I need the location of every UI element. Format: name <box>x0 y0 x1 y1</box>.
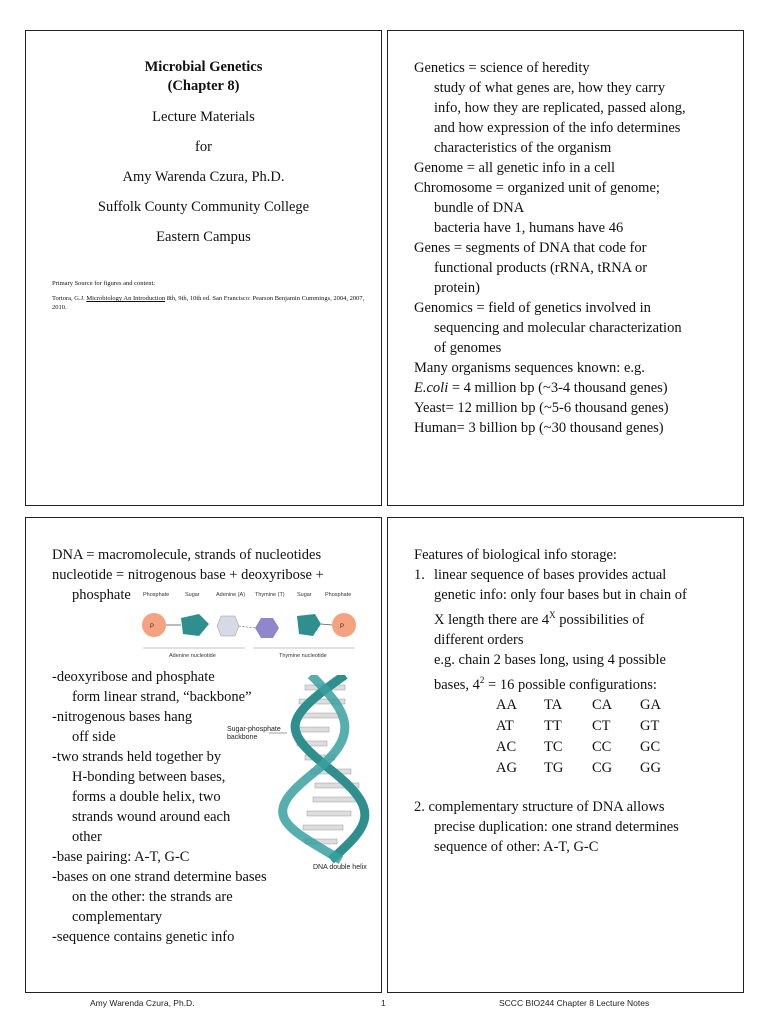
slide-info-storage <box>387 517 744 993</box>
text-line: different orders <box>434 631 524 648</box>
text-line: 2. complementary structure of DNA allows <box>414 798 665 815</box>
footer-author: Amy Warenda Czura, Ph.D. <box>90 998 195 1008</box>
label-adenine: Adenine (A) <box>216 592 246 598</box>
text-line: linear sequence of bases provides actual <box>434 567 667 583</box>
title-line1: Microbial Genetics <box>144 59 263 75</box>
label-sugar2: Sugar <box>297 592 312 598</box>
text-line: Chromosome = organized unit of genome; <box>414 180 660 196</box>
sugar-left-icon <box>181 614 209 636</box>
text-line: off side <box>72 729 116 745</box>
text-line: -bases on one strand determine bases <box>52 869 267 885</box>
label-thymine: Thymine (T) <box>255 592 285 598</box>
source-author: Tortora, G.J. <box>52 295 87 302</box>
nucleotide-figure <box>139 588 359 666</box>
campus-name: Eastern Campus <box>156 229 251 245</box>
subtitle-lecture-materials: Lecture Materials <box>152 109 255 125</box>
combo-cell: AG <box>496 759 517 776</box>
list-number-1: 1. <box>414 567 425 583</box>
text-line: Genes = segments of DNA that code for <box>414 240 647 256</box>
label-sugar: Sugar <box>185 592 200 598</box>
thymine-icon <box>255 618 279 638</box>
adenine-icon <box>217 616 239 636</box>
list-item-1 <box>414 565 744 585</box>
slide-title <box>25 30 382 506</box>
base-combination-grid <box>414 695 744 779</box>
text-line: info, how they are replicated, passed along, <box>434 100 686 116</box>
text-line: nucleotide = nitrogenous base + deoxyribose + <box>52 567 324 583</box>
label-backbone-2: backbone <box>227 734 258 741</box>
label-thymine-nucleotide: Thymine nucleotide <box>279 653 327 659</box>
text-line: bacteria have 1, humans have 46 <box>434 220 624 236</box>
text-line: H-bonding between bases, <box>72 769 226 785</box>
combo-cell: TG <box>544 759 564 776</box>
source-citation <box>52 279 367 312</box>
text-line: E.coli = 4 million bp (~3-4 thousand genes) <box>414 380 668 396</box>
title-line2: (Chapter 8) <box>167 78 240 94</box>
text-line: and how expression of the info determines <box>434 120 681 136</box>
combo-cell: CT <box>592 717 611 734</box>
text-line: -two strands held together by <box>52 749 222 765</box>
combo-cell: CA <box>592 696 613 713</box>
combo-cell: GG <box>640 759 661 776</box>
source-rest: 8th, 9th, 10th ed. San Francisco: Pearson Benjamin Cummings, 2004, 2007, 2010. <box>52 295 365 311</box>
text-line: DNA = macromolecule, strands of nucleotides <box>52 547 322 563</box>
label-phosphate: Phosphate <box>143 592 170 598</box>
combo-cell: TA <box>544 696 563 713</box>
text-line: protein) <box>434 280 480 296</box>
text-line: precise duplication: one strand determines <box>434 818 679 835</box>
combo-cell: TC <box>544 738 563 755</box>
combo-cell: AT <box>496 717 514 734</box>
sugar-right-icon <box>297 614 321 636</box>
dna-helix-figure <box>221 675 371 875</box>
text-line: e.g. chain 2 bases long, using 4 possible <box>434 651 666 668</box>
label-phosphate2: Phosphate <box>325 592 352 598</box>
combo-cell: CC <box>592 738 612 755</box>
svg-text:P: P <box>340 624 345 630</box>
text-line: other <box>72 829 102 845</box>
svg-text:P: P <box>150 624 155 630</box>
combo-cell: AA <box>496 696 517 713</box>
author-name: Amy Warenda Czura, Ph.D. <box>122 169 285 185</box>
text-line: bases, $4^2 = 16$ possible configurations: <box>434 674 657 693</box>
combo-cell: AC <box>496 738 517 755</box>
text-line: phosphate <box>72 587 131 603</box>
text-line: study of what genes are, how they carry <box>434 80 666 96</box>
text-line: Features of biological info storage: <box>414 547 617 563</box>
text-line: on the other: the strands are <box>72 889 233 905</box>
text-line: forms a double helix, two <box>72 789 221 805</box>
text-line: bundle of DNA <box>434 200 525 216</box>
text-line: Genomics = field of genetics involved in <box>414 300 651 316</box>
text-line: X length there are $4^X$ possibilities of <box>434 610 645 628</box>
text-line: strands wound around each <box>72 809 231 825</box>
slide4-body <box>414 545 744 857</box>
text-line: -deoxyribose and phosphate <box>52 669 215 685</box>
combo-cell: CG <box>592 759 613 776</box>
footer-course: SCCC BIO244 Chapter 8 Lecture Notes <box>499 998 650 1008</box>
combo-cell: GT <box>640 717 660 734</box>
text-line: form linear strand, “backbone” <box>72 689 252 705</box>
text-line: of genomes <box>434 340 502 356</box>
label-adenine-nucleotide: Adenine nucleotide <box>169 653 216 659</box>
text-line: sequence of other: A-T, G-C <box>434 838 599 855</box>
footer-page-number: 1 <box>381 998 386 1008</box>
text-line: -base pairing: A-T, G-C <box>52 849 190 865</box>
text-line: Genetics = science of heredity <box>414 60 590 76</box>
ecoli-italic: E.coli <box>414 380 449 396</box>
text-line: Human= 3 billion bp (~30 thousand genes) <box>414 420 664 436</box>
slide-genetics-definitions <box>387 30 744 506</box>
slide-dna-structure <box>25 517 382 993</box>
label-backbone-1: Sugar-phosphate <box>227 726 281 733</box>
text-line: -sequence contains genetic info <box>52 929 235 945</box>
text-line: characteristics of the organism <box>434 140 612 156</box>
text-line: complementary <box>72 909 163 925</box>
combo-cell: TT <box>544 717 562 734</box>
text-line: Yeast= 12 million bp (~5-6 thousand genes) <box>414 400 669 416</box>
text-line: genetic info: only four bases but in chain of <box>434 587 687 603</box>
combo-cell: GA <box>640 696 661 713</box>
source-heading: Primary Source for figures and content: <box>52 280 156 287</box>
text-line: sequencing and molecular characterization <box>434 320 682 336</box>
source-book: Microbiology An Introduction <box>86 295 166 302</box>
slide2-body <box>414 58 744 438</box>
text-line: -nitrogenous bases hang <box>52 709 193 725</box>
text-line: Genome = all genetic info in a cell <box>414 160 616 176</box>
college-name: Suffolk County Community College <box>97 199 310 215</box>
label-dna-helix: DNA double helix <box>313 864 367 871</box>
subtitle-for: for <box>195 139 212 155</box>
combo-cell: GC <box>640 738 661 755</box>
text-line: functional products (rRNA, tRNA or <box>434 260 648 276</box>
text-line: Many organisms sequences known: e.g. <box>414 360 645 376</box>
